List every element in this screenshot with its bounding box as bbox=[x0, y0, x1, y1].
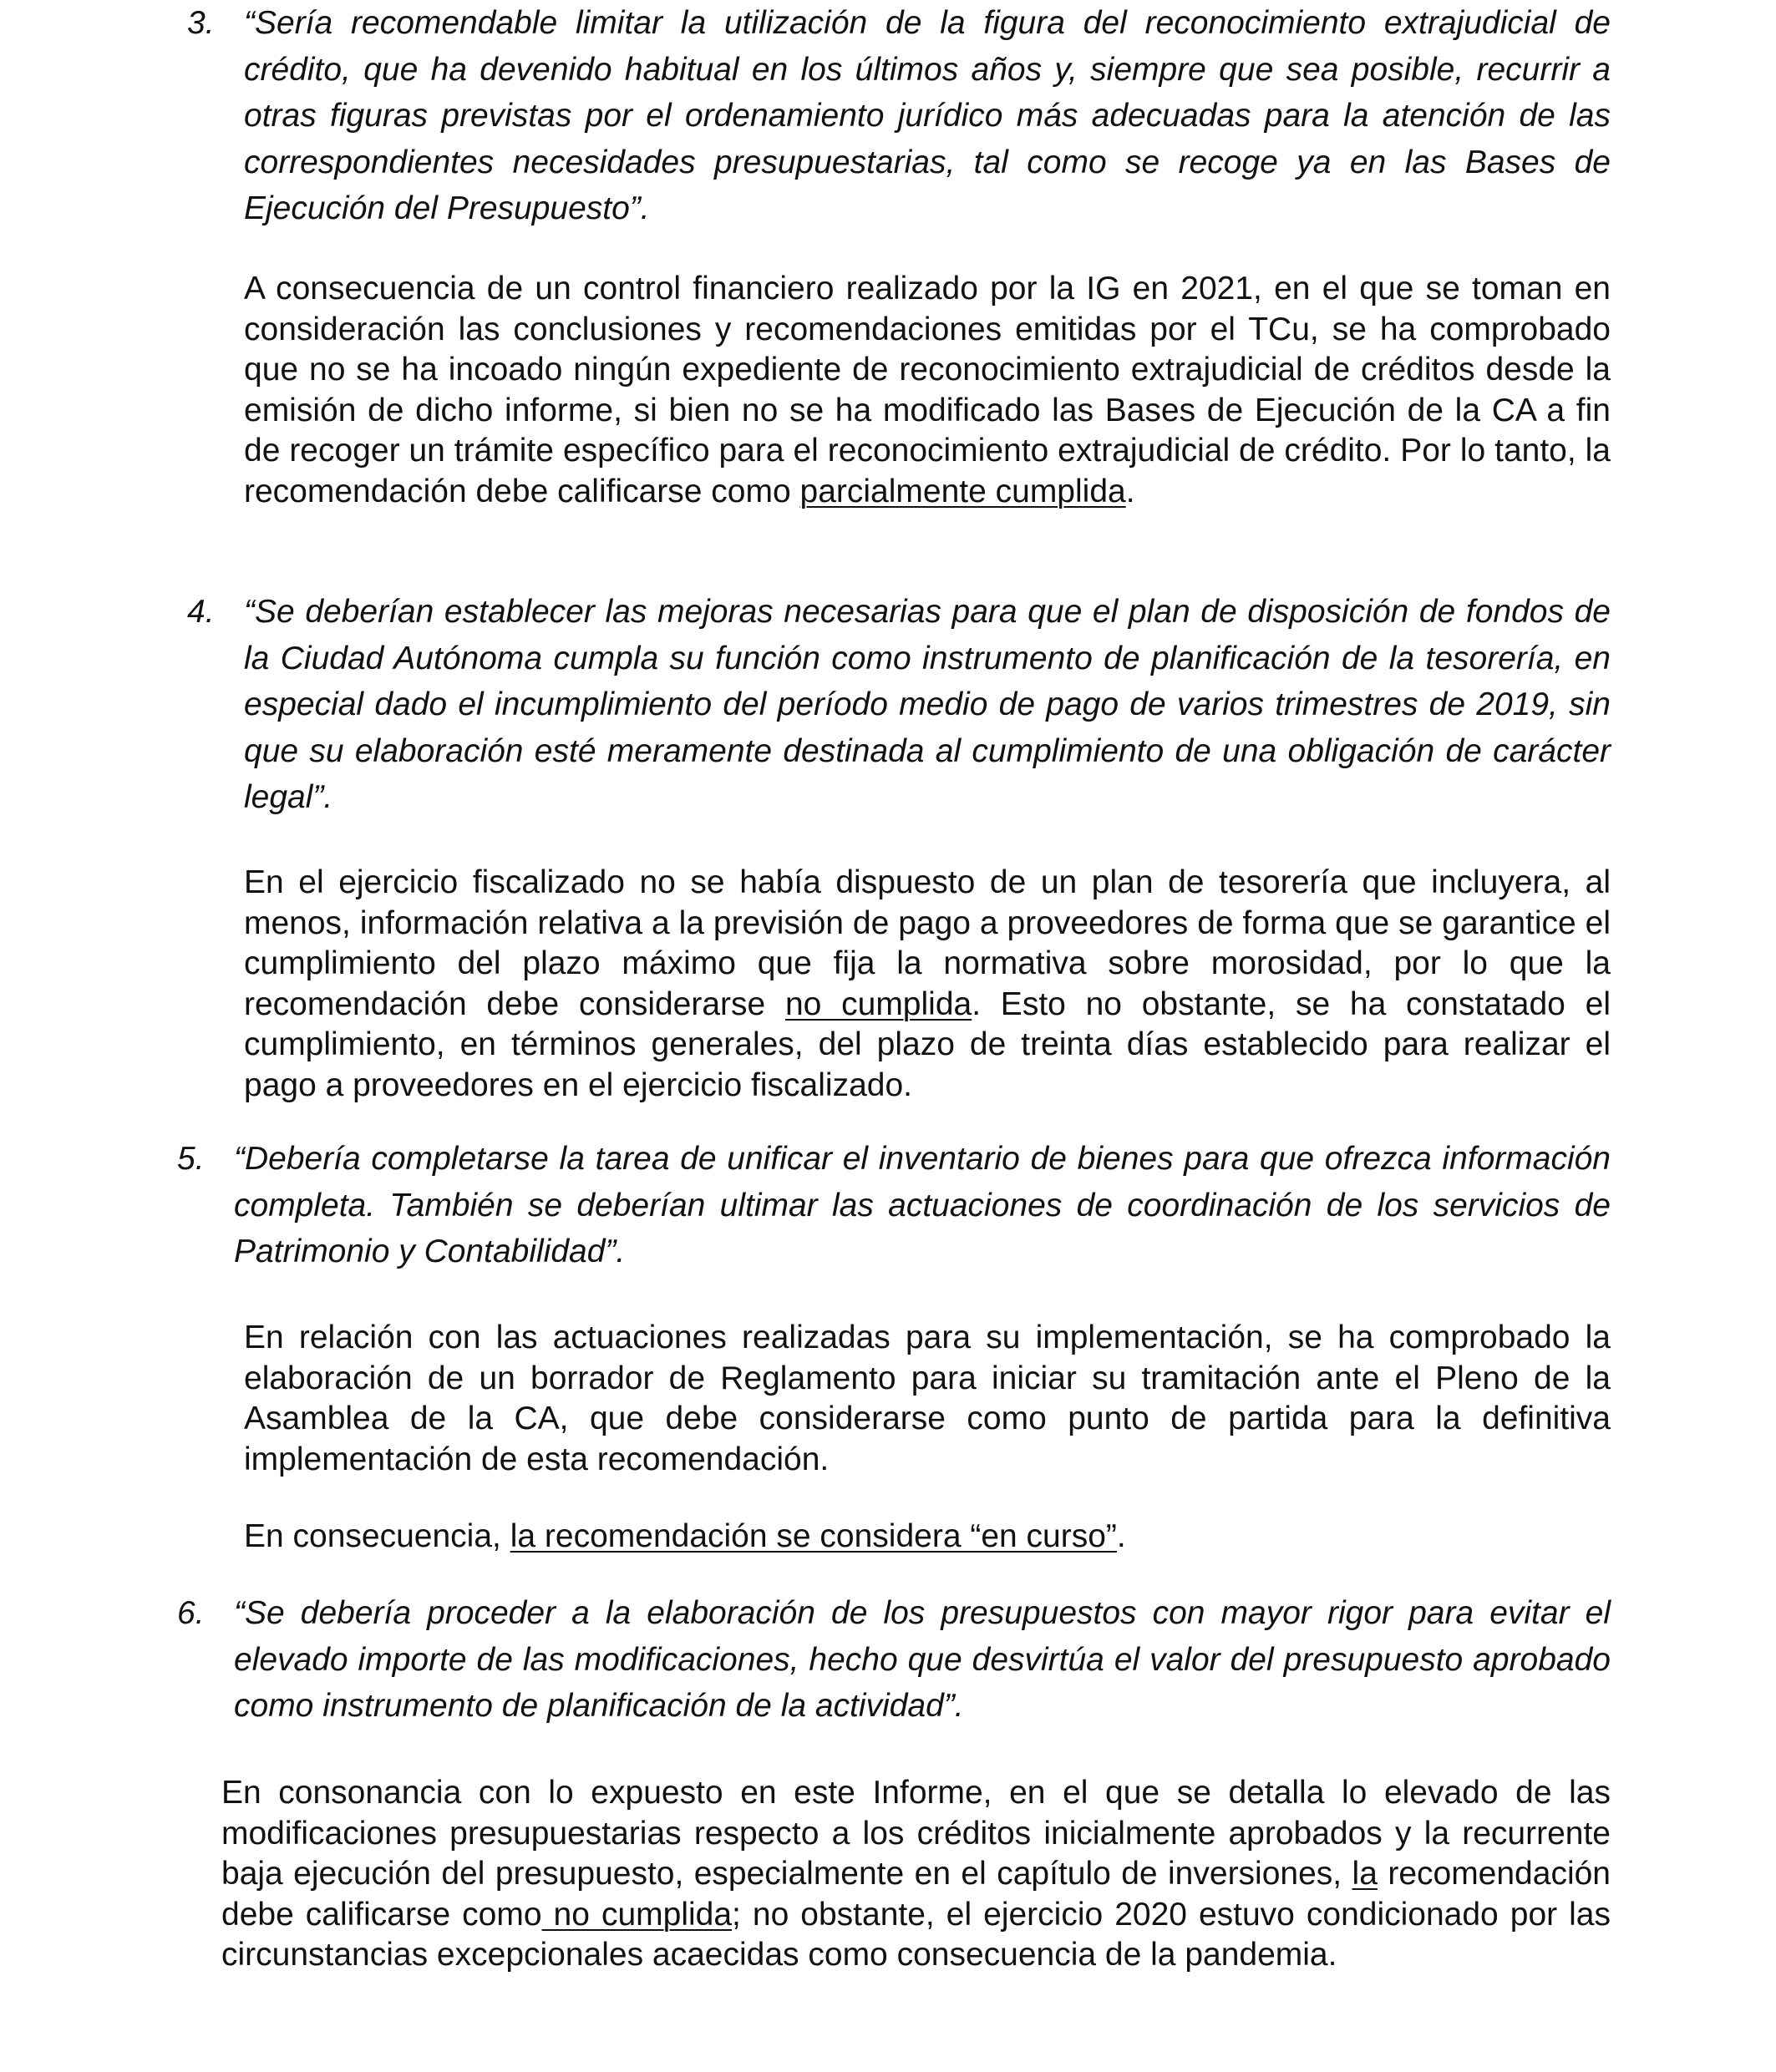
item-number: 5. bbox=[177, 1141, 205, 1177]
status-underlined: no cumplida bbox=[784, 985, 972, 1022]
assessment-paragraph: En consonancia con lo expuesto en este Informe, en el que se detalla lo elevado de las modificaciones presupuestarias respecto a los créditos inicialmente aprobados y la recurrente baja ejecución del presupuesto, especialmente en el capítulo de inversiones, la recomendación debe calificarse como no cumplida; no obstante, el ejercicio 2020 estuvo condicionado por las circunstancias excepcionales acaecidas como consecuencia de la pandemia. bbox=[221, 1775, 1611, 1973]
item-number: 3. bbox=[187, 5, 215, 41]
recommendation-quote: “Se deberían establecer las mejoras necesarias para que el plan de disposición de fondos de la Ciudad Autónoma cumpla su función como instrumento de planificación de la tesorería, en especial dado el incumplimiento del período medio de pago de varios trimestres de 2019, sin que su elaboración esté meramente destinada al cumplimiento de una obligación de carácter legal”. bbox=[244, 594, 1611, 815]
assessment-paragraph: En consecuencia, la recomendación se considera “en curso”. bbox=[244, 1518, 1126, 1554]
assessment-paragraph: A consecuencia de un control financiero realizado por la IG en 2021, en el que se toman en consideración las conclusiones y recomendaciones emitidas por el TCu, se ha comprobado que no se ha incoado ningún expediente de reconocimiento extrajudicial de créditos desde la emisión de dicho informe, si bien no se ha modificado las Bases de Ejecución de la CA a fin de recoger un trámite específico para el reconocimiento extrajudicial de crédito. Por lo tanto, la recomendación debe calificarse como parcialmente cumplida. bbox=[244, 271, 1611, 509]
status-underlined: la recomendación se considera “en curso” bbox=[510, 1518, 1117, 1554]
item-number: 6. bbox=[177, 1595, 205, 1631]
status-underlined: la bbox=[1352, 1856, 1378, 1892]
status-underlined: no cumplida bbox=[541, 1896, 733, 1933]
recommendation-quote: “Se debería proceder a la elaboración de los presupuestos con mayor rigor para evitar el elevado importe de las modificaciones, hecho que desvirtúa el valor del presupuesto aprobado como instrumento de planificación de la actividad”. bbox=[234, 1595, 1611, 1724]
status-underlined: parcialmente cumplida bbox=[799, 473, 1126, 509]
assessment-paragraph: En relación con las actuaciones realizadas para su implementación, se ha comprobado la elaboración de un borrador de Reglamento para iniciar su tramitación ante el Pleno de la Asamblea de la CA, que debe considerarse como punto de partida para la definitiva implementación de esta recomendación. bbox=[244, 1320, 1611, 1477]
item-number: 4. bbox=[187, 594, 215, 630]
recommendation-quote: “Sería recomendable limitar la utilización de la figura del reconocimiento extrajudicial de crédito, que ha devenido habitual en los últimos años y, siempre que sea posible, recurrir a otras figuras previstas por el ordenamiento jurídico más adecuadas para la atención de las correspondientes necesidades presupuestarias, tal como se recoge ya en las Bases de Ejecución del Presupuesto”. bbox=[244, 5, 1611, 226]
recommendation-quote: “Debería completarse la tarea de unificar el inventario de bienes para que ofrezca información completa. También se deberían ultimar las actuaciones de coordinación de los servicios de Patrimonio y Contabilidad”. bbox=[234, 1141, 1611, 1269]
assessment-paragraph: En el ejercicio fiscalizado no se había dispuesto de un plan de tesorería que incluyera, al menos, información relativa a la previsión de pago a proveedores de forma que se garantice el cumplimiento del plazo máximo que fija la normativa sobre morosidad, por lo que la recomendación debe considerarse no cumplida. Esto no obstante, se ha constatado el cumplimiento, en términos generales, del plazo de treinta días establecido para realizar el pago a proveedores en el ejercicio fiscalizado. bbox=[244, 864, 1611, 1103]
